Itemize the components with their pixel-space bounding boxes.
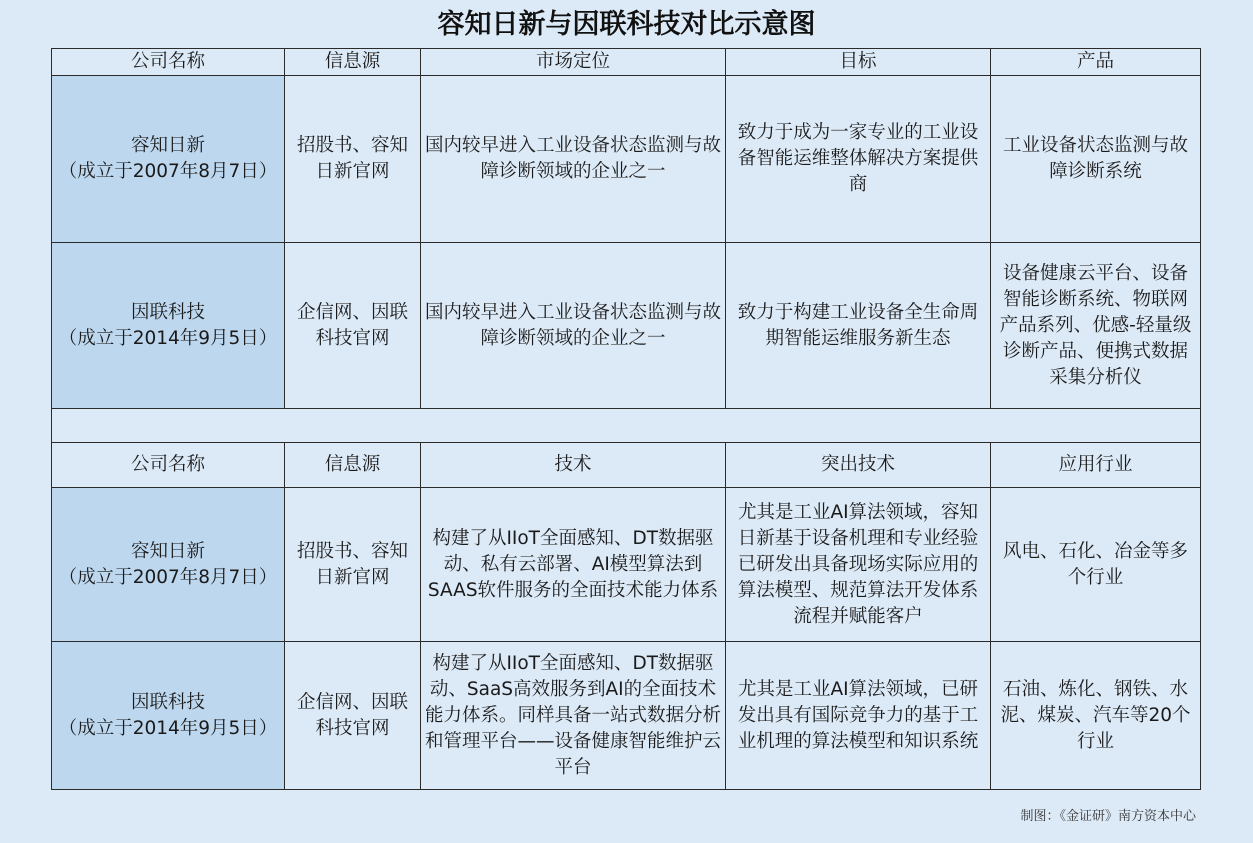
source-cell: 招股书、容知日新官网 — [285, 76, 421, 243]
table-row — [52, 243, 1201, 409]
key-technology-cell: 尤其是工业AI算法领域，已研发出具有国际竞争力的基于工业机理的算法模型和知识系统 — [726, 642, 991, 790]
company-name: 因联科技 — [130, 301, 205, 323]
industries-cell: 风电、石化、冶金等多个行业 — [991, 488, 1201, 642]
header-company-name: 公司名称 — [52, 49, 285, 76]
product-cell: 工业设备状态监测与故障诊断系统 — [991, 76, 1201, 243]
source-cell: 企信网、因联科技官网 — [285, 243, 421, 409]
source-cell: 企信网、因联科技官网 — [285, 642, 421, 790]
positioning-cell: 国内较早进入工业设备状态监测与故障诊断领域的企业之一 — [421, 243, 726, 409]
table-row — [52, 642, 1201, 790]
header-positioning: 市场定位 — [421, 49, 726, 76]
header-product: 产品 — [991, 49, 1201, 76]
company-name: 容知日新 — [130, 540, 205, 562]
company-founded: （成立于2007年8月7日） — [58, 566, 278, 588]
industries-cell: 石油、炼化、钢铁、水泥、煤炭、汽车等20个行业 — [991, 642, 1201, 790]
company-name: 容知日新 — [130, 135, 205, 156]
header-technology: 技术 — [421, 443, 726, 488]
source-cell: 招股书、容知日新官网 — [285, 488, 421, 642]
key-technology-cell: 尤其是工业AI算法领域，容知日新基于设备机理和专业经验已研发出具备现场实际应用的算法模型、规范算法开发体系流程并赋能客户 — [726, 488, 991, 642]
technology-cell: 构建了从IIoT全面感知、DT数据驱动、私有云部署、AI模型算法到SAAS软件服务的全面技术能力体系 — [421, 488, 726, 642]
header-industries: 应用行业 — [991, 443, 1201, 488]
company-cell — [52, 243, 285, 409]
header-goal: 目标 — [726, 49, 991, 76]
header-key-technology: 突出技术 — [726, 443, 991, 488]
goal-cell: 致力于成为一家专业的工业设备智能运维整体解决方案提供商 — [726, 76, 991, 243]
company-founded: （成立于2014年9月5日） — [58, 717, 278, 739]
page-title: 容知日新与因联科技对比示意图 — [437, 9, 816, 40]
company-cell — [52, 642, 285, 790]
company-name: 因联科技 — [130, 691, 205, 713]
goal-cell: 致力于构建工业设备全生命周期智能运维服务新生态 — [726, 243, 991, 409]
positioning-cell: 国内较早进入工业设备状态监测与故障诊断领域的企业之一 — [421, 76, 726, 243]
company-cell — [52, 76, 285, 243]
product-cell: 设备健康云平台、设备智能诊断系统、物联网产品系列、优感-轻量级诊断产品、便携式数据采集分析仪 — [991, 243, 1201, 409]
company-cell — [52, 488, 285, 642]
spacer-cell — [52, 409, 1201, 443]
table-row — [52, 76, 1201, 243]
comparison-table — [51, 48, 1201, 790]
chart-credit: 制图：《金证研》南方资本中心 — [1020, 809, 1196, 824]
table-header-row — [52, 443, 1201, 488]
header-company-name: 公司名称 — [52, 443, 285, 488]
table-header-row — [52, 49, 1201, 76]
table-row — [52, 488, 1201, 642]
spacer-row — [52, 409, 1201, 443]
technology-cell: 构建了从IIoT全面感知、DT数据驱动、SaaS高效服务到AI的全面技术能力体系。同样具备一站式数据分析和管理平台——设备健康智能维护云平台 — [421, 642, 726, 790]
company-founded: （成立于2007年8月7日） — [58, 161, 278, 182]
header-source: 信息源 — [285, 49, 421, 76]
header-source: 信息源 — [285, 443, 421, 488]
company-founded: （成立于2014年9月5日） — [58, 327, 278, 349]
